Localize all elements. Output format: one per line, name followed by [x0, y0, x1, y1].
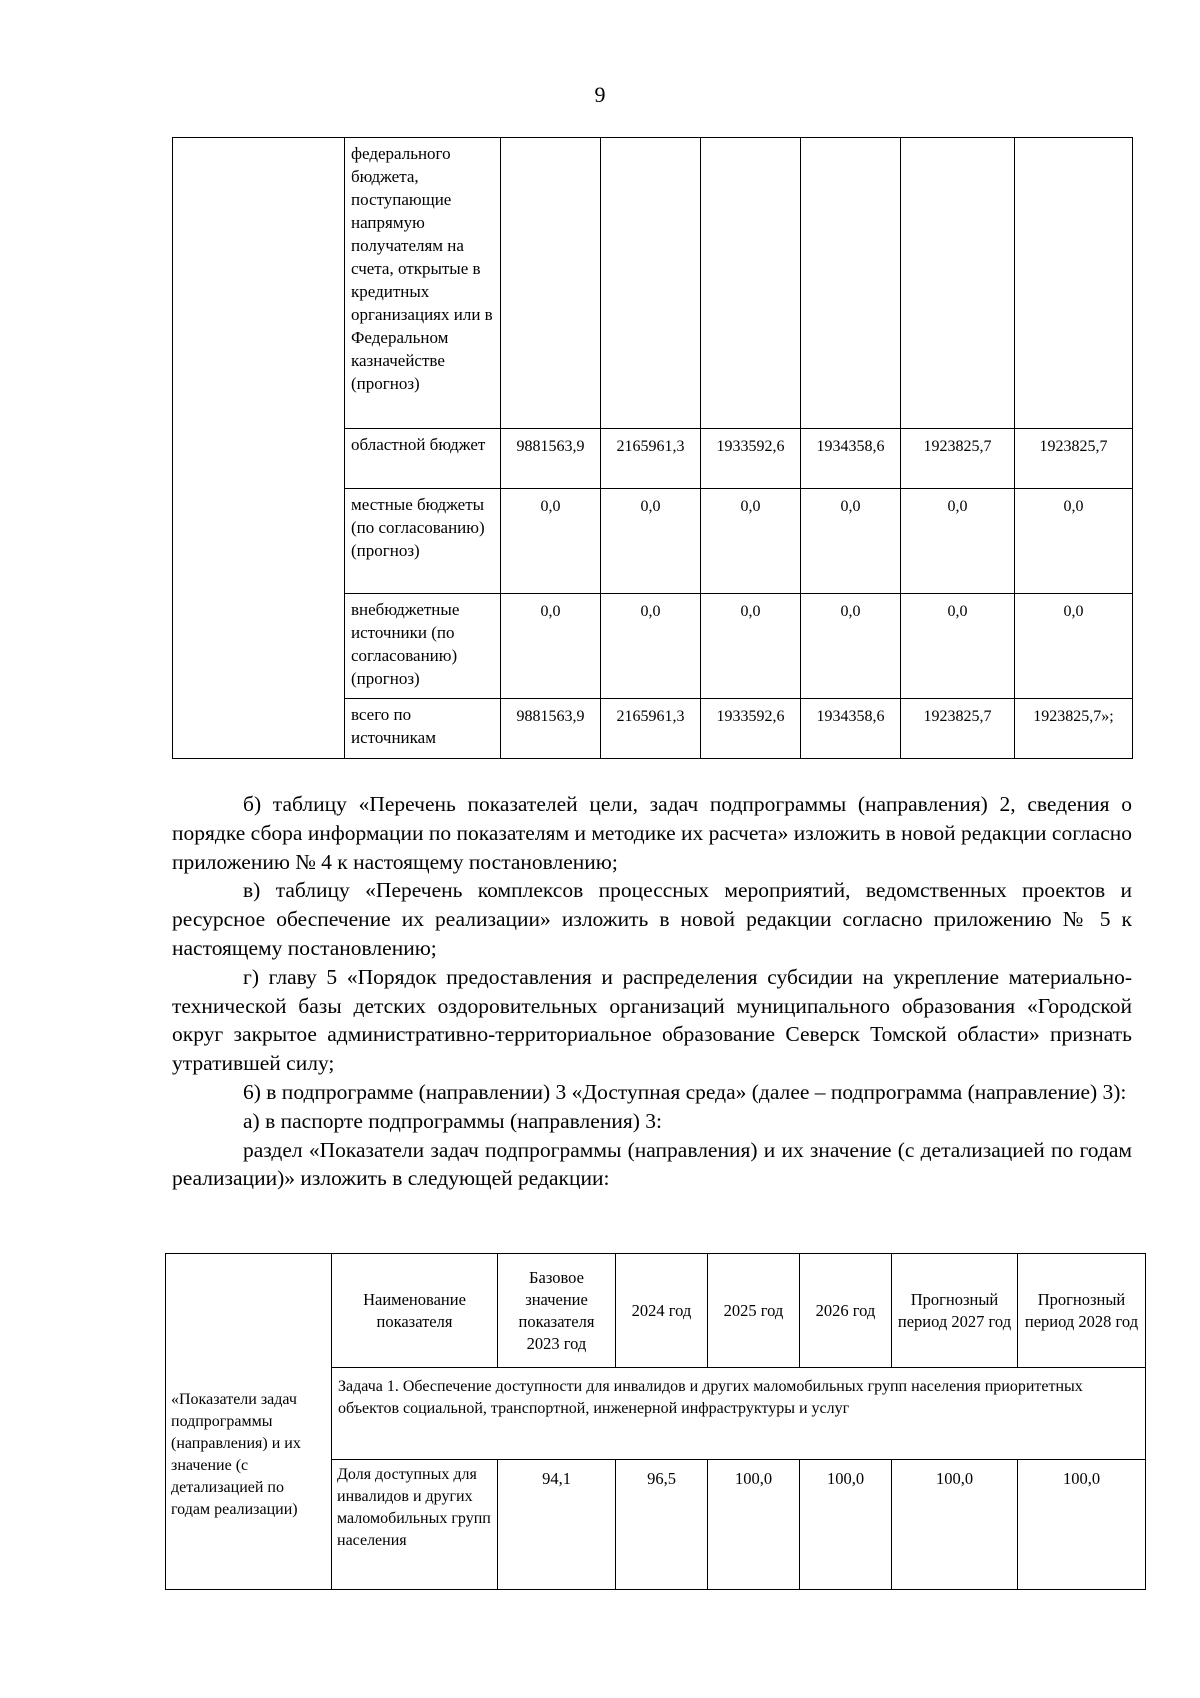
column-header: 2026 год — [800, 1254, 892, 1368]
column-header: 2025 год — [708, 1254, 800, 1368]
value-cell: 0,0 — [501, 489, 601, 594]
value-cell: 0,0 — [501, 594, 601, 699]
value-cell — [901, 138, 1015, 429]
value-cell: 100,0 — [708, 1460, 800, 1590]
value-cell: 1923825,7 — [901, 429, 1015, 489]
column-header: 2024 год — [616, 1254, 708, 1368]
value-cell: 0,0 — [701, 594, 801, 699]
source-label: областной бюджет — [345, 429, 501, 489]
value-cell: 2165961,3 — [601, 429, 701, 489]
source-label: местные бюджеты (по согласованию) (прогноз) — [345, 489, 501, 594]
value-cell: 0,0 — [601, 489, 701, 594]
value-cell: 1934358,6 — [801, 699, 901, 759]
value-cell — [801, 138, 901, 429]
empty-cell — [173, 138, 345, 759]
value-cell — [501, 138, 601, 429]
table-header-row — [166, 1254, 1146, 1368]
value-cell: 94,1 — [498, 1460, 616, 1590]
body-text — [172, 790, 1132, 1193]
value-cell: 1933592,6 — [701, 699, 801, 759]
source-label: федерального бюджета, поступающие напрямую получателям на счета, открытые в кредитных организациях или в Федеральном казначействе (прогноз) — [345, 138, 501, 429]
paragraph: раздел «Показатели задач подпрограммы (направления) и их значение (с детализацией по годам реализации)» изложить в следующей редакции: — [172, 1137, 1132, 1191]
side-label: «Показатели задач подпрограммы (направления) и их значение (с детализацией по годам реализации) — [166, 1254, 332, 1590]
page-number: 9 — [594, 82, 606, 107]
paragraph: г) главу 5 «Порядок предоставления и распределения субсидии на укрепление материально-технической базы детских оздоровительных организаций муниципального образования «Городской округ закрытое административно-территориальное образование Северск Томской области» признать утратившей силу; — [172, 964, 1132, 1076]
task-description: Задача 1. Обеспечение доступности для инвалидов и других маломобильных групп населения приоритетных объектов социальной, транспортной, инженерной инфраструктуры и услуг — [332, 1368, 1146, 1460]
value-cell: 0,0 — [801, 594, 901, 699]
value-cell — [1015, 138, 1133, 429]
value-cell: 2165961,3 — [601, 699, 701, 759]
value-cell: 0,0 — [801, 489, 901, 594]
source-label: внебюджетные источники (по согласованию) (прогноз) — [345, 594, 501, 699]
value-cell: 100,0 — [892, 1460, 1018, 1590]
column-header: Прогнозный период 2028 год — [1018, 1254, 1146, 1368]
column-header: Базовое значение показателя 2023 год — [498, 1254, 616, 1368]
value-cell: 1923825,7»; — [1015, 699, 1133, 759]
value-cell: 1934358,6 — [801, 429, 901, 489]
table-row — [173, 138, 1133, 429]
value-cell: 1933592,6 — [701, 429, 801, 489]
value-cell: 100,0 — [800, 1460, 892, 1590]
value-cell: 1923825,7 — [901, 699, 1015, 759]
value-cell: 100,0 — [1018, 1460, 1146, 1590]
paragraph: 6) в подпрограмме (направлении) 3 «Доступная среда» (далее – подпрограмма (направление) 3): — [243, 1079, 1127, 1104]
value-cell: 0,0 — [1015, 489, 1133, 594]
column-header: Прогнозный период 2027 год — [892, 1254, 1018, 1368]
value-cell: 9881563,9 — [501, 429, 601, 489]
column-header: Наименование показателя — [332, 1254, 498, 1368]
paragraph: в) таблицу «Перечень комплексов процессных мероприятий, ведомственных проектов и ресурсное обеспечение их реализации» изложить в новой редакции согласно приложению № 5 к настоящему постановлению; — [172, 878, 1132, 960]
indicator-table — [165, 1253, 1146, 1590]
value-cell: 1923825,7 — [1015, 429, 1133, 489]
value-cell: 96,5 — [616, 1460, 708, 1590]
budget-table — [172, 137, 1133, 759]
value-cell: 9881563,9 — [501, 699, 601, 759]
paragraph: а) в паспорте подпрограммы (направления) 3: — [243, 1108, 662, 1133]
indicator-name: Доля доступных для инвалидов и других маломобильных групп населения — [332, 1460, 498, 1590]
value-cell — [601, 138, 701, 429]
source-label: всего по источникам — [345, 699, 501, 759]
value-cell: 0,0 — [601, 594, 701, 699]
value-cell: 0,0 — [901, 594, 1015, 699]
value-cell: 0,0 — [1015, 594, 1133, 699]
value-cell: 0,0 — [701, 489, 801, 594]
value-cell: 0,0 — [901, 489, 1015, 594]
paragraph: б) таблицу «Перечень показателей цели, задач подпрограммы (направления) 2, сведения о порядке сбора информации по показателям и методике их расчета» изложить в новой редакции согласно приложению № 4 к настоящему постановлению; — [172, 792, 1132, 874]
value-cell — [701, 138, 801, 429]
